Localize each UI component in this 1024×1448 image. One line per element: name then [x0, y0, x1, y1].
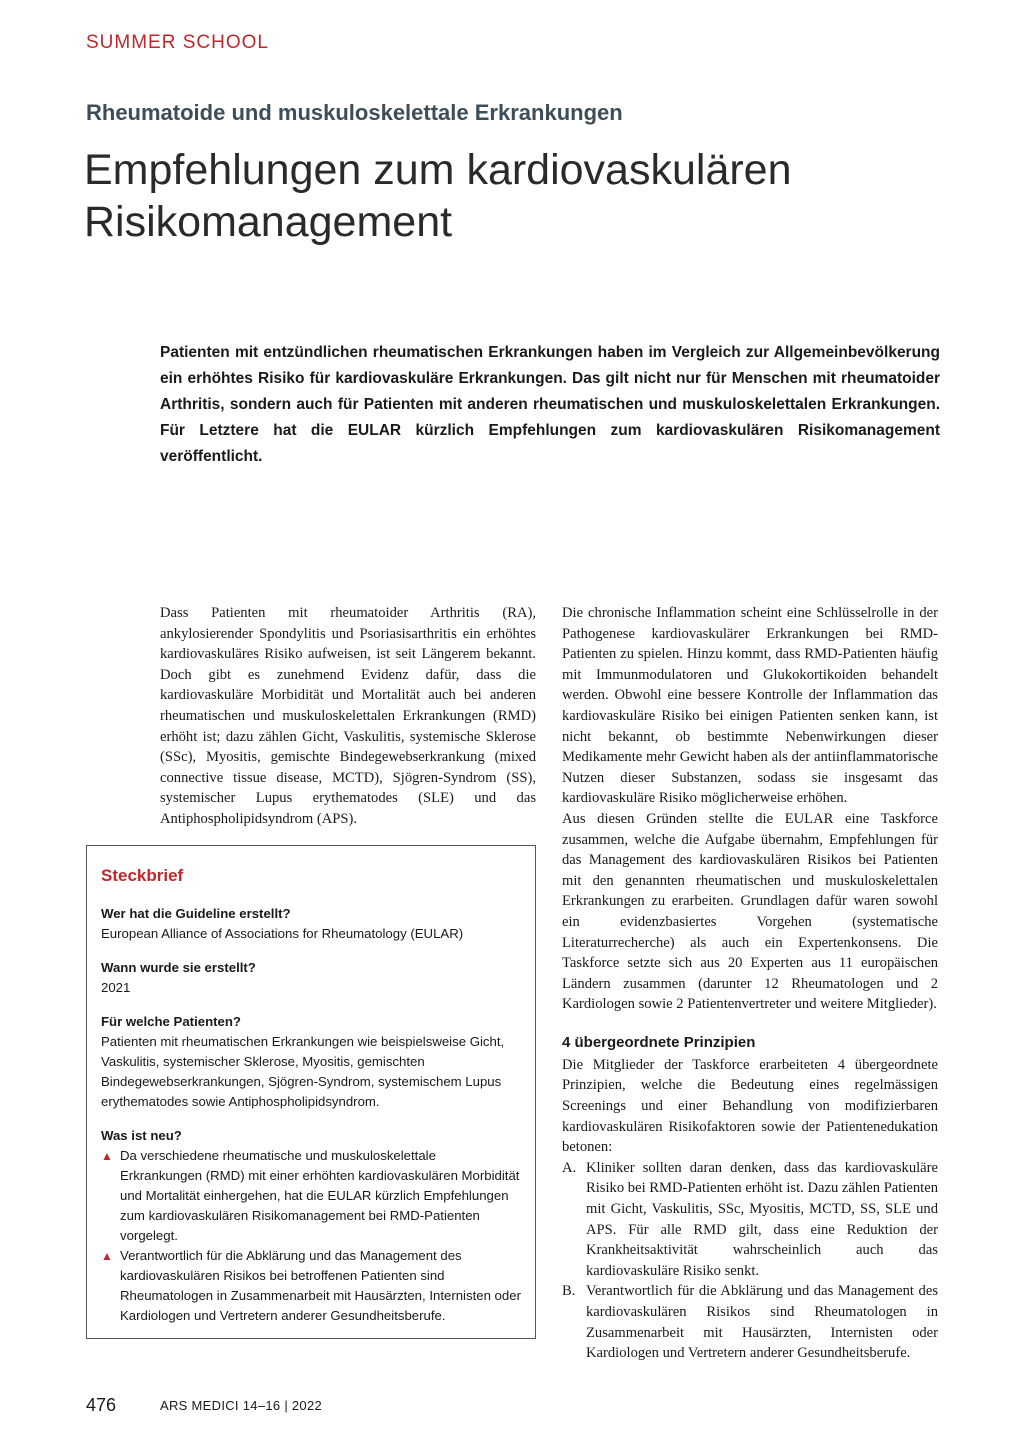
section-paragraph: Die Mitglieder der Taskforce erarbeiteten 4 übergeordnete Prinzipien, welche die Bedeutung eines regelmässigen Screenings und einer Behandlung von modifizierbaren kardiovaskulären Risikofaktoren sowie der Patientenedukation betonen:: [562, 1056, 938, 1156]
principles-list: [562, 1158, 938, 1364]
steckbrief-question: Wann wurde sie erstellt?: [101, 960, 256, 975]
list-item-text: Verantwortlich für die Abklärung und das Management des kardiovaskulären Risikos bei betroffenen Patienten sind Rheumatologen in Zusammenarbeit mit Hausärzten, Internisten oder Kardiologen und Vertretern anderer Gesundheitsberufe.: [120, 1248, 521, 1323]
principle-marker: A.: [562, 1159, 577, 1176]
principle-text: Kliniker sollten daran denken, dass das kardiovaskuläre Risiko bei RMD-Patienten erhöht ist. Dazu zählen Patienten mit Gicht, Vaskulitis, SSc, Myositis, MCTD, SS, SLE und APS. Für alle RMD gilt, dass eine Reduktion der Krankheitsaktivität wahrscheinlich auch das kardiovaskuläre Risiko senkt.: [586, 1159, 938, 1279]
section-heading: 4 übergeordnete Prinzipien: [562, 1033, 756, 1051]
body-left-paragraph: Dass Patienten mit rheumatoider Arthritis (RA), ankylosierender Spondylitis und Psoriasisarthritis ein erhöhtes kardiovaskuläres Risiko aufweisen, ist seit Längerem bekannt. Doch gibt es zunehmend Evidenz dafür, dass die kardiovaskuläre Morbidität und Mortalität auch bei anderen rheumatischen und muskuloskelettalen Erkrankungen (RMD) erhöht ist; dazu zählen Gicht, Vaskulitis, systemische Sklerose (SSc), Myositis, gemischte Bindegewebserkrankung (mixed connective tissue disease, MCTD), Sjögren-Syndrom (SS), systemischer Lupus erythematodes (SLE) und das Antiphospholipidsyndrom (APS).: [160, 605, 536, 827]
steckbrief-question: Für welche Patienten?: [101, 1014, 241, 1029]
body-right-paragraph-1: Die chronische Inflammation scheint eine Schlüsselrolle in der Pathogenese kardiovaskulärer Erkrankungen bei RMD-Patienten zu spielen. Hinzu kommt, dass RMD-Patienten häufig mit Immunmodulatoren und Glukokortikoiden behandelt werden. Obwohl eine bessere Kontrolle der Inflammation das kardiovaskuläre Risiko bei einigen Patienten senken kann, ist nicht bekannt, ob bestimmte Nebenwirkungen dieser Medikamente mehr Gewicht haben als der antiinflammatorische Nutzen dieser Substanzen, sodass sie insgesamt das kardiovaskuläre Risiko möglicherweise erhöhen.: [562, 605, 938, 807]
principle-text: Verantwortlich für die Abklärung und das Management des kardiovaskulären Risikos sind Rheumatologen in Zusammenarbeit mit Hausärzten, Internisten oder Kardiologen und Vertretern anderer Gesundheitsberufe.: [586, 1283, 938, 1362]
principle-item: [562, 1281, 938, 1363]
list-item: [101, 1146, 521, 1246]
journal-name: ARS MEDICI 14–16 | 2022: [160, 1398, 323, 1413]
triangle-bullet-icon: ▲: [101, 1149, 113, 1163]
body-right-column: [562, 603, 938, 1364]
body-right-paragraph-2: Aus diesen Gründen stellte die EULAR eine Taskforce zusammen, welche die Aufgabe übernahm, Empfehlungen für das Management des kardiovaskulären Risikos bei Patienten mit den genannten rheumatischen und muskuloskelettalen Erkrankungen zu erarbeiten. Grundlagen dafür waren sowohl ein evidenzbasiertes Vorgehen (systematische Literaturrecherche) als auch ein Expertenkonsens. Die Taskforce setzte sich aus 20 Experten aus 11 europäischen Ländern zusammen (darunter 12 Rheumatologen und 2 Kardiologen sowie 2 Patientenvertreter und weitere Mitglieder).: [562, 810, 938, 1013]
principle-item: [562, 1158, 938, 1282]
triangle-bullet-icon: ▲: [101, 1249, 113, 1263]
steckbrief-answer: European Alliance of Associations for Rheumatology (EULAR): [101, 926, 464, 941]
steckbrief-box: [86, 845, 536, 1339]
page-number: 476: [86, 1395, 117, 1415]
article-subtitle: Rheumatoide und muskuloskelettale Erkrankungen: [86, 100, 623, 125]
new-items-list: [101, 1146, 521, 1326]
steckbrief-answer: 2021: [101, 980, 131, 995]
list-item: [101, 1246, 521, 1326]
steckbrief-answer: Patienten mit rheumatischen Erkrankungen wie beispielsweise Gicht, Vaskulitis, systemischer Sklerose, Myositis, gemischten Bindegewebserkrankungen, Sjögren-Syndrom, systemischem Lupus erythematodes sowie Antiphospholipidsyndrom.: [101, 1034, 505, 1109]
article-title: Empfehlungen zum kardiovaskulären Risikomanagement: [84, 146, 792, 246]
list-item-text: Da verschiedene rheumatische und muskuloskelettale Erkrankungen (RMD) mit einer erhöhten kardiovaskulären Morbidität und Mortalität einhergehen, hat die EULAR kürzlich Empfehlungen zum kardiovaskulären Risikomanagement bei RMD-Patienten vorgelegt.: [120, 1148, 520, 1243]
lead-paragraph: Patienten mit entzündlichen rheumatischen Erkrankungen haben im Vergleich zur Allgemeinbevölkerung ein erhöhtes Risiko für kardiovaskuläre Erkrankungen. Das gilt nicht nur für Menschen mit rheumatoider Arthritis, sondern auch für Patienten mit anderen rheumatischen und muskuloskelettalen Erkrankungen. Für Letztere hat die EULAR kürzlich Empfehlungen zum kardiovaskulären Risikomanagement veröffentlicht.: [160, 344, 940, 465]
principle-marker: B.: [562, 1283, 576, 1300]
section-tag: SUMMER SCHOOL: [86, 32, 269, 53]
steckbrief-question: Wer hat die Guideline erstellt?: [101, 906, 291, 921]
steckbrief-title: Steckbrief: [101, 866, 184, 885]
steckbrief-question: Was ist neu?: [101, 1128, 182, 1143]
